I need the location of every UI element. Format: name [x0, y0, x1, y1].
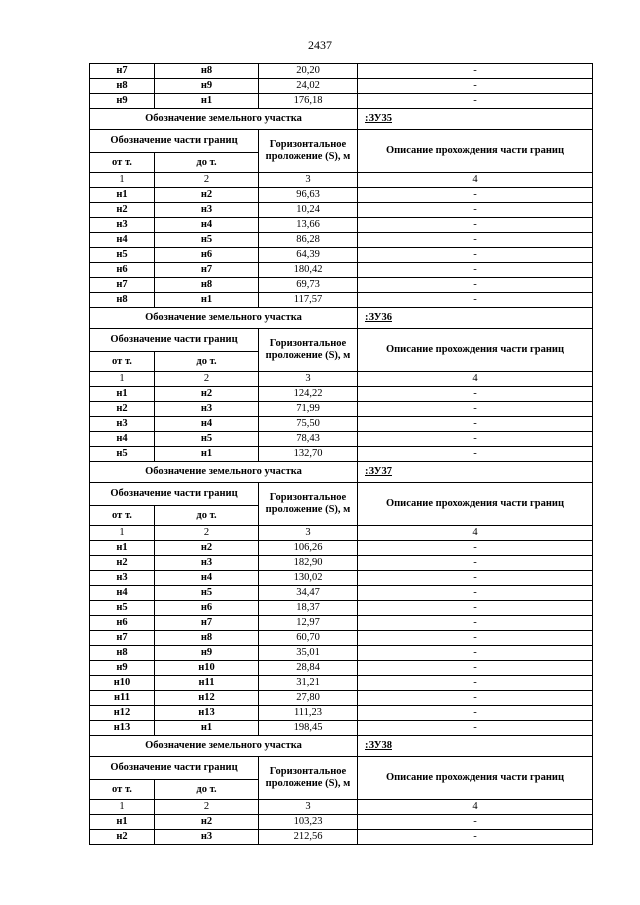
- length-cell: 10,24: [259, 203, 358, 218]
- to-point-header: до т.: [155, 780, 259, 800]
- description-cell: -: [358, 616, 593, 631]
- to-point-cell: н9: [155, 646, 259, 661]
- to-point-header: до т.: [155, 153, 259, 173]
- to-point-cell: н8: [155, 64, 259, 79]
- description-cell: -: [358, 661, 593, 676]
- description-cell: -: [358, 293, 593, 308]
- from-point-cell: н5: [90, 248, 155, 263]
- boundary-table-body: [90, 64, 593, 845]
- length-cell: 75,50: [259, 417, 358, 432]
- horizontal-length-header: Горизонтальное проложение (S), м: [259, 329, 358, 372]
- boundary-table-document: [89, 63, 592, 845]
- table-row: [90, 706, 593, 721]
- table-row: [90, 830, 593, 845]
- length-cell: 117,57: [259, 293, 358, 308]
- length-cell: 24,02: [259, 79, 358, 94]
- to-point-cell: н8: [155, 631, 259, 646]
- from-point-cell: н1: [90, 815, 155, 830]
- description-cell: -: [358, 402, 593, 417]
- boundary-part-header: Обозначение части границ: [90, 757, 259, 780]
- from-point-cell: н3: [90, 417, 155, 432]
- length-cell: 86,28: [259, 233, 358, 248]
- description-cell: -: [358, 447, 593, 462]
- table-row: [90, 387, 593, 402]
- plot-designation-label: Обозначение земельного участка: [90, 462, 358, 483]
- from-point-cell: н10: [90, 676, 155, 691]
- table-row: [90, 203, 593, 218]
- description-cell: -: [358, 815, 593, 830]
- description-cell: -: [358, 631, 593, 646]
- from-point-cell: н11: [90, 691, 155, 706]
- description-cell: -: [358, 691, 593, 706]
- from-point-cell: н1: [90, 387, 155, 402]
- from-point-cell: н7: [90, 631, 155, 646]
- horizontal-length-header: Горизонтальное проложение (S), м: [259, 130, 358, 173]
- from-point-cell: н7: [90, 64, 155, 79]
- plot-id: :ЗУ37: [358, 462, 593, 483]
- column-number: 1: [90, 526, 155, 541]
- table-row: [90, 601, 593, 616]
- length-cell: 182,90: [259, 556, 358, 571]
- length-cell: 18,37: [259, 601, 358, 616]
- length-cell: 198,45: [259, 721, 358, 736]
- column-number: 2: [155, 526, 259, 541]
- length-cell: 180,42: [259, 263, 358, 278]
- table-row: [90, 661, 593, 676]
- from-point-cell: н12: [90, 706, 155, 721]
- length-cell: 130,02: [259, 571, 358, 586]
- from-point-cell: н1: [90, 541, 155, 556]
- description-cell: -: [358, 387, 593, 402]
- table-row: [90, 691, 593, 706]
- length-cell: 103,23: [259, 815, 358, 830]
- description-cell: -: [358, 218, 593, 233]
- table-row: [90, 676, 593, 691]
- to-point-cell: н1: [155, 94, 259, 109]
- from-point-header: от т.: [90, 506, 155, 526]
- column-number: 4: [358, 173, 593, 188]
- to-point-cell: н3: [155, 402, 259, 417]
- from-point-cell: н2: [90, 830, 155, 845]
- boundary-part-header: Обозначение части границ: [90, 329, 259, 352]
- from-point-cell: н4: [90, 432, 155, 447]
- column-number: 4: [358, 526, 593, 541]
- from-point-cell: н1: [90, 188, 155, 203]
- from-point-cell: н7: [90, 278, 155, 293]
- to-point-cell: н3: [155, 203, 259, 218]
- from-point-cell: н8: [90, 293, 155, 308]
- description-cell: -: [358, 571, 593, 586]
- table-row: [90, 556, 593, 571]
- description-cell: -: [358, 203, 593, 218]
- from-point-cell: н5: [90, 601, 155, 616]
- table-row: [90, 447, 593, 462]
- length-cell: 35,01: [259, 646, 358, 661]
- description-cell: -: [358, 721, 593, 736]
- description-cell: -: [358, 64, 593, 79]
- from-point-cell: н8: [90, 646, 155, 661]
- from-point-cell: н4: [90, 233, 155, 248]
- column-header-row: [90, 483, 593, 506]
- table-row: [90, 586, 593, 601]
- from-point-cell: н3: [90, 571, 155, 586]
- plot-designation-row: [90, 736, 593, 757]
- description-header: Описание прохождения части границ: [358, 329, 593, 372]
- from-point-cell: н5: [90, 447, 155, 462]
- to-point-cell: н2: [155, 815, 259, 830]
- from-point-cell: н2: [90, 556, 155, 571]
- column-number: 4: [358, 372, 593, 387]
- to-point-cell: н5: [155, 233, 259, 248]
- to-point-cell: н5: [155, 432, 259, 447]
- table-row: [90, 815, 593, 830]
- column-number: 3: [259, 372, 358, 387]
- from-point-header: от т.: [90, 352, 155, 372]
- from-point-cell: н2: [90, 402, 155, 417]
- table-row: [90, 218, 593, 233]
- length-cell: 96,63: [259, 188, 358, 203]
- description-header: Описание прохождения части границ: [358, 483, 593, 526]
- boundary-part-header: Обозначение части границ: [90, 483, 259, 506]
- column-number-row: [90, 173, 593, 188]
- plot-designation-label: Обозначение земельного участка: [90, 736, 358, 757]
- from-point-header: от т.: [90, 780, 155, 800]
- plot-designation-row: [90, 308, 593, 329]
- to-point-cell: н3: [155, 830, 259, 845]
- table-row: [90, 417, 593, 432]
- to-point-cell: н12: [155, 691, 259, 706]
- table-row: [90, 233, 593, 248]
- description-cell: -: [358, 263, 593, 278]
- table-row: [90, 263, 593, 278]
- description-cell: -: [358, 432, 593, 447]
- column-number: 1: [90, 173, 155, 188]
- table-row: [90, 402, 593, 417]
- description-cell: -: [358, 248, 593, 263]
- table-row: [90, 721, 593, 736]
- boundary-table: [89, 63, 593, 845]
- column-header-row: [90, 329, 593, 352]
- column-number-row: [90, 800, 593, 815]
- table-row: [90, 432, 593, 447]
- to-point-cell: н1: [155, 721, 259, 736]
- continuation-row: [90, 79, 593, 94]
- description-header: Описание прохождения части границ: [358, 757, 593, 800]
- length-cell: 124,22: [259, 387, 358, 402]
- page-number: 2437: [308, 38, 332, 52]
- plot-id: :ЗУ35: [358, 109, 593, 130]
- description-cell: -: [358, 233, 593, 248]
- column-number-row: [90, 526, 593, 541]
- boundary-part-header: Обозначение части границ: [90, 130, 259, 153]
- description-header: Описание прохождения части границ: [358, 130, 593, 173]
- description-cell: -: [358, 79, 593, 94]
- column-header-row: [90, 757, 593, 780]
- length-cell: 78,43: [259, 432, 358, 447]
- from-point-cell: н4: [90, 586, 155, 601]
- description-cell: -: [358, 601, 593, 616]
- column-number: 2: [155, 800, 259, 815]
- to-point-cell: н6: [155, 248, 259, 263]
- length-cell: 71,99: [259, 402, 358, 417]
- to-point-cell: н3: [155, 556, 259, 571]
- to-point-cell: н4: [155, 218, 259, 233]
- from-point-cell: н13: [90, 721, 155, 736]
- to-point-cell: н7: [155, 616, 259, 631]
- length-cell: 106,26: [259, 541, 358, 556]
- plot-designation-label: Обозначение земельного участка: [90, 308, 358, 329]
- table-row: [90, 188, 593, 203]
- plot-id: :ЗУ38: [358, 736, 593, 757]
- from-point-cell: н2: [90, 203, 155, 218]
- to-point-header: до т.: [155, 352, 259, 372]
- column-number-row: [90, 372, 593, 387]
- description-cell: -: [358, 417, 593, 432]
- to-point-header: до т.: [155, 506, 259, 526]
- table-row: [90, 571, 593, 586]
- column-number: 4: [358, 800, 593, 815]
- length-cell: 34,47: [259, 586, 358, 601]
- from-point-cell: н8: [90, 79, 155, 94]
- length-cell: 27,80: [259, 691, 358, 706]
- column-header-row: [90, 130, 593, 153]
- to-point-cell: н1: [155, 293, 259, 308]
- column-number: 2: [155, 372, 259, 387]
- to-point-cell: н9: [155, 79, 259, 94]
- to-point-cell: н7: [155, 263, 259, 278]
- to-point-cell: н11: [155, 676, 259, 691]
- column-number: 1: [90, 800, 155, 815]
- table-row: [90, 278, 593, 293]
- to-point-cell: н6: [155, 601, 259, 616]
- description-cell: -: [358, 706, 593, 721]
- length-cell: 111,23: [259, 706, 358, 721]
- description-cell: -: [358, 586, 593, 601]
- plot-designation-row: [90, 109, 593, 130]
- plot-designation-label: Обозначение земельного участка: [90, 109, 358, 130]
- length-cell: 28,84: [259, 661, 358, 676]
- length-cell: 64,39: [259, 248, 358, 263]
- table-row: [90, 646, 593, 661]
- length-cell: 31,21: [259, 676, 358, 691]
- length-cell: 12,97: [259, 616, 358, 631]
- horizontal-length-header: Горизонтальное проложение (S), м: [259, 757, 358, 800]
- continuation-row: [90, 94, 593, 109]
- from-point-cell: н9: [90, 94, 155, 109]
- description-cell: -: [358, 556, 593, 571]
- from-point-header: от т.: [90, 153, 155, 173]
- to-point-cell: н4: [155, 571, 259, 586]
- column-number: 2: [155, 173, 259, 188]
- length-cell: 60,70: [259, 631, 358, 646]
- column-number: 3: [259, 526, 358, 541]
- length-cell: 176,18: [259, 94, 358, 109]
- from-point-cell: н6: [90, 616, 155, 631]
- column-number: 1: [90, 372, 155, 387]
- description-cell: -: [358, 676, 593, 691]
- length-cell: 132,70: [259, 447, 358, 462]
- to-point-cell: н10: [155, 661, 259, 676]
- from-point-cell: н6: [90, 263, 155, 278]
- table-row: [90, 248, 593, 263]
- description-cell: -: [358, 188, 593, 203]
- length-cell: 69,73: [259, 278, 358, 293]
- length-cell: 212,56: [259, 830, 358, 845]
- table-row: [90, 616, 593, 631]
- plot-designation-row: [90, 462, 593, 483]
- table-row: [90, 541, 593, 556]
- to-point-cell: н5: [155, 586, 259, 601]
- description-cell: -: [358, 278, 593, 293]
- description-cell: -: [358, 541, 593, 556]
- plot-id: :ЗУ36: [358, 308, 593, 329]
- to-point-cell: н1: [155, 447, 259, 462]
- description-cell: -: [358, 830, 593, 845]
- length-cell: 20,20: [259, 64, 358, 79]
- to-point-cell: н13: [155, 706, 259, 721]
- description-cell: -: [358, 94, 593, 109]
- horizontal-length-header: Горизонтальное проложение (S), м: [259, 483, 358, 526]
- column-number: 3: [259, 800, 358, 815]
- column-number: 3: [259, 173, 358, 188]
- to-point-cell: н8: [155, 278, 259, 293]
- length-cell: 13,66: [259, 218, 358, 233]
- table-row: [90, 293, 593, 308]
- to-point-cell: н4: [155, 417, 259, 432]
- continuation-row: [90, 64, 593, 79]
- to-point-cell: н2: [155, 188, 259, 203]
- table-row: [90, 631, 593, 646]
- to-point-cell: н2: [155, 541, 259, 556]
- from-point-cell: н9: [90, 661, 155, 676]
- from-point-cell: н3: [90, 218, 155, 233]
- description-cell: -: [358, 646, 593, 661]
- to-point-cell: н2: [155, 387, 259, 402]
